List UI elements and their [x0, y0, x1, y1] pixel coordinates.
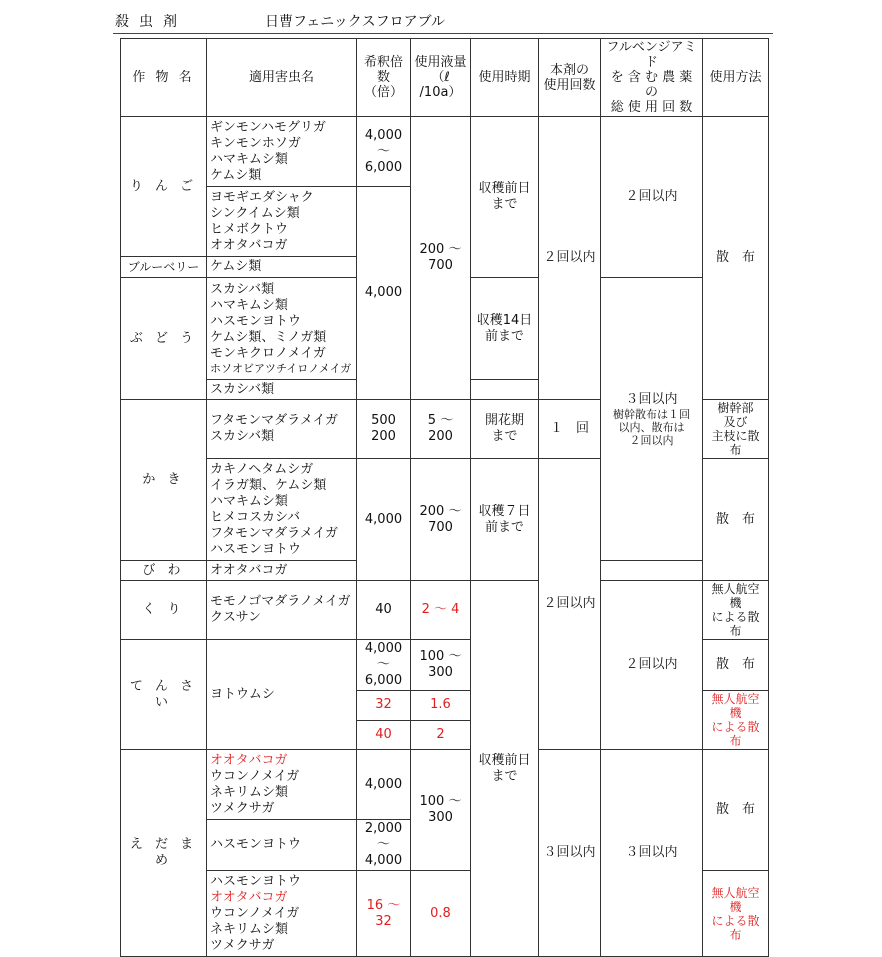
pest-cell: モモノゴマダラノメイガ クスサン	[207, 581, 357, 640]
header-rule	[113, 33, 773, 34]
header-method: 使用方法	[703, 39, 769, 117]
dilution-cell: 500 200	[357, 400, 411, 459]
count-cell: ２回以内	[539, 459, 601, 750]
method-cell: 無人航空機 による散布	[703, 691, 769, 750]
table-row	[121, 117, 769, 187]
crop-kaki: か き	[121, 400, 207, 561]
pest-cell: オオタバコガ ウコンノメイガ ネキリムシ類 ツメクサガ	[207, 750, 357, 820]
dilution-cell: 2,000 ～ 4,000	[357, 820, 411, 871]
volume-cell: 200 ～ 700	[411, 459, 471, 581]
pest-cell: ハスモンヨトウ オオタバコガ ウコンノメイガ ネキリムシ類 ツメクサガ	[207, 871, 357, 957]
header-count: 本剤の 使用回数	[539, 39, 601, 117]
document-header	[113, 6, 773, 32]
pest-cell: ギンモンハモグリガ キンモンホソガ ハマキムシ類 ケムシ類	[207, 117, 357, 187]
total-cell: ３回以内 樹幹散布は１回 以内、散布は ２回以内	[601, 278, 703, 561]
volume-cell: 2 ～ 4	[411, 581, 471, 640]
pest-cell: ケムシ類	[207, 257, 357, 278]
count-cell: １ 回	[539, 400, 601, 459]
crop-tensai: て ん さ い	[121, 640, 207, 750]
total-cell: ２回以内	[601, 581, 703, 750]
volume-cell: 2	[411, 720, 471, 750]
product-name: 日曹フェニックスフロアブル	[265, 14, 446, 30]
timing-cell	[471, 380, 539, 400]
category-label: 殺虫剤	[115, 14, 187, 30]
timing-cell: 開花期 まで	[471, 400, 539, 459]
header-total: フルベンジアミド を 含 む 農 薬 の 総 使 用 回 数	[601, 39, 703, 117]
volume-cell: 100 ～ 300	[411, 640, 471, 691]
dilution-cell: 4,000 ～ 6,000	[357, 117, 411, 187]
dilution-cell: 4,000	[357, 187, 411, 400]
count-cell: ３回以内	[539, 750, 601, 957]
volume-cell: 5 ～ 200	[411, 400, 471, 459]
crop-biwa: び わ	[121, 561, 207, 581]
table-row	[121, 750, 769, 820]
method-cell: 散 布	[703, 640, 769, 691]
crop-kuri: く り	[121, 581, 207, 640]
pest-cell: ハスモンヨトウ	[207, 820, 357, 871]
dilution-cell: 16 ～ 32	[357, 871, 411, 957]
timing-cell: 収穫14日 前まで	[471, 278, 539, 380]
pest-cell: フタモンマダラメイガ スカシバ類	[207, 400, 357, 459]
header-row	[121, 39, 769, 117]
method-cell: 無人航空機 による散布	[703, 871, 769, 957]
volume-cell: 100 ～ 300	[411, 750, 471, 871]
dilution-cell: 40	[357, 720, 411, 750]
usage-table	[120, 38, 769, 957]
volume-cell: 0.8	[411, 871, 471, 957]
pest-cell: ヨモギエダシャク シンクイムシ類 ヒメボクトウ オオタバコガ	[207, 187, 357, 257]
timing-cell: 収穫７日 前まで	[471, 459, 539, 581]
pest-cell: カキノヘタムシガ イラガ類、ケムシ類 ハマキムシ類 ヒメコスカシバ フタモンマダラメイガ ハスモンヨトウ	[207, 459, 357, 561]
pest-cell: ヨトウムシ	[207, 640, 357, 750]
header-volume: 使用液量 （ℓ /10a）	[411, 39, 471, 117]
total-cell: ２回以内	[601, 117, 703, 278]
dilution-cell: 4,000 ～ 6,000	[357, 640, 411, 691]
method-cell: 散 布	[703, 459, 769, 581]
header-pest: 適用害虫名	[207, 39, 357, 117]
header-crop: 作 物 名	[121, 39, 207, 117]
table-row	[121, 581, 769, 640]
crop-ringo: り ん ご	[121, 117, 207, 257]
timing-cell: 収穫前日 まで	[471, 117, 539, 278]
crop-budou: ぶ ど う	[121, 278, 207, 400]
count-cell: ２回以内	[539, 117, 601, 400]
crop-edamame: え だ ま め	[121, 750, 207, 957]
timing-cell: 収穫前日 まで	[471, 581, 539, 957]
dilution-cell: 32	[357, 691, 411, 721]
header-timing: 使用時期	[471, 39, 539, 117]
crop-blueberry: ブルーベリー	[121, 257, 207, 278]
pest-cell: オオタバコガ	[207, 561, 357, 581]
header-dilution: 希釈倍数 （倍）	[357, 39, 411, 117]
method-cell: 散 布	[703, 750, 769, 871]
volume-cell: 200 ～ 700	[411, 117, 471, 400]
method-cell: 樹幹部 及び 主枝に散布	[703, 400, 769, 459]
volume-cell: 1.6	[411, 691, 471, 721]
pest-cell: スカシバ類	[207, 380, 357, 400]
pest-cell: スカシバ類 ハマキムシ類 ハスモンヨトウ ケムシ類、ミノガ類 モンキクロノメイガ ホソオビアツチイロノメイガ	[207, 278, 357, 380]
total-cell: ３回以内	[601, 750, 703, 957]
dilution-cell: 4,000	[357, 750, 411, 820]
dilution-cell: 4,000	[357, 459, 411, 581]
method-cell: 無人航空機 による散布	[703, 581, 769, 640]
dilution-cell: 40	[357, 581, 411, 640]
method-cell: 散 布	[703, 117, 769, 400]
